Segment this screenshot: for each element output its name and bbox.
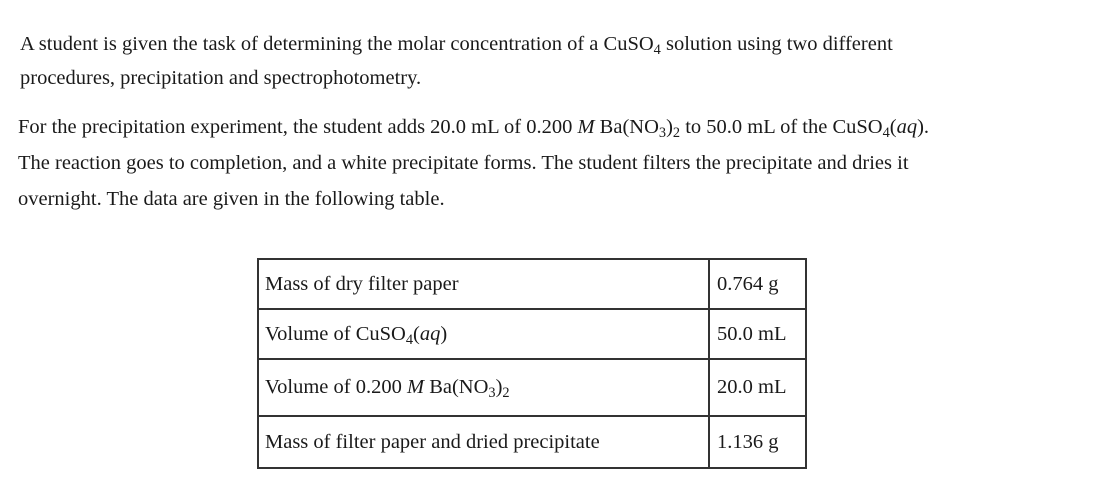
- subscript: 3: [658, 125, 667, 142]
- label-text: Ba(NO: [424, 376, 489, 398]
- table-row: [258, 259, 806, 309]
- label-text: (: [413, 322, 420, 345]
- intro-line-1: [20, 27, 893, 61]
- procedure-line-2: The reaction goes to completion, and a white precipitate forms. The student filters the precipitate and dries it: [18, 152, 909, 174]
- row-value: 0.764 g: [709, 259, 806, 309]
- label-text: ): [440, 322, 448, 345]
- row-value: 20.0 mL: [709, 359, 806, 416]
- row-value: 1.136 g: [709, 416, 806, 468]
- molarity-symbol: M: [406, 376, 425, 398]
- label-text: ): [495, 376, 503, 398]
- data-table: [257, 258, 807, 469]
- intro-line-1-text: A student is given the task of determining the molar concentration of a CuSO: [20, 33, 654, 55]
- procedure-text: For the precipitation experiment, the student adds 20.0 mL of 0.200: [18, 116, 578, 138]
- row-label: [258, 309, 709, 359]
- procedure-text: Ba(NO: [594, 116, 659, 138]
- table-row: [258, 416, 806, 468]
- subscript: 4: [405, 331, 414, 348]
- state-symbol: aq: [896, 116, 918, 138]
- row-label: Mass of filter paper and dried precipitate: [258, 416, 709, 468]
- row-label: [258, 359, 709, 416]
- row-value: 50.0 mL: [709, 309, 806, 359]
- procedure-line-3: overnight. The data are given in the following table.: [18, 188, 445, 210]
- subscript: 3: [488, 385, 496, 402]
- procedure-text: ): [666, 116, 673, 138]
- procedure-paragraph: [18, 109, 929, 217]
- table-row: [258, 309, 806, 359]
- intro-paragraph: [20, 27, 893, 95]
- molarity-symbol: M: [577, 116, 595, 138]
- subscript: 2: [502, 385, 510, 402]
- procedure-text: (: [889, 116, 897, 138]
- intro-line-2: procedures, precipitation and spectrophotometry.: [20, 67, 422, 89]
- state-symbol: aq: [419, 322, 441, 345]
- procedure-text: ).: [917, 116, 930, 138]
- label-text: Volume of 0.200: [265, 376, 407, 398]
- row-label: Mass of dry filter paper: [258, 259, 709, 309]
- procedure-line-1: [18, 109, 929, 145]
- subscript: 4: [653, 42, 661, 59]
- intro-line-1-tail: solution using two different: [660, 33, 893, 55]
- subscript: 4: [882, 125, 890, 142]
- table-row: [258, 359, 806, 416]
- label-text: Volume of CuSO: [265, 322, 406, 345]
- subscript: 2: [672, 125, 681, 142]
- procedure-text: to 50.0 mL of the CuSO: [680, 116, 883, 138]
